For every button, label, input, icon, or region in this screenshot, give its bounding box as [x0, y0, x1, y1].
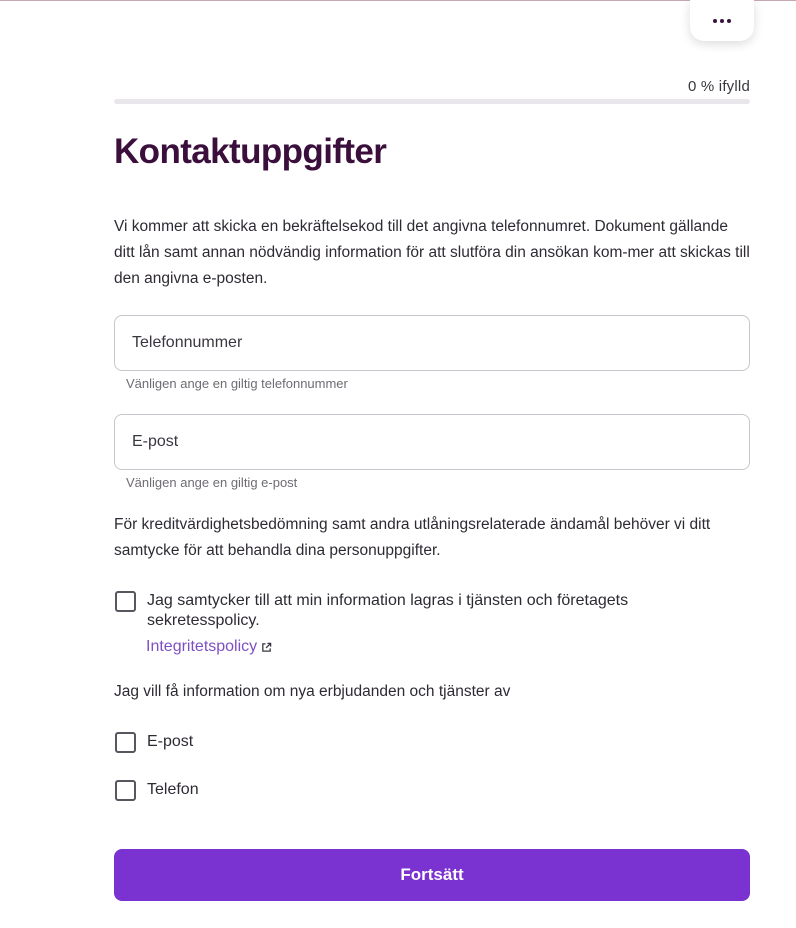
- intro-text: Vi kommer att skicka en bekräftelsekod till det angivna telefonnumret. Dokument gällande ditt lån samt annan nödvändig information för att slutföra din ansökan kom-mer att skickas till den angivna e-posten.: [114, 218, 750, 287]
- offers-email-label: E-post: [147, 733, 194, 750]
- consent-intro-text: För kreditvärdighetsbedömning samt andra utlåningsrelaterade ändamål behöver vi ditt samtycke för att behandla dina personuppgifter.: [114, 516, 711, 559]
- privacy-policy-link-label: Integritetspolicy: [146, 638, 258, 655]
- offers-email-checkbox[interactable]: [115, 732, 136, 753]
- offers-phone-checkbox[interactable]: [115, 780, 136, 801]
- phone-field[interactable]: [114, 315, 750, 371]
- email-helper-text: Vänligen ange en giltig e-post: [126, 475, 298, 490]
- top-border: [0, 0, 796, 1]
- page-title: Kontaktuppgifter: [114, 132, 387, 171]
- consent-checkbox[interactable]: [115, 591, 136, 612]
- privacy-policy-link[interactable]: [146, 638, 272, 656]
- continue-button[interactable]: Fortsätt: [114, 849, 750, 901]
- offers-email-row[interactable]: [115, 732, 193, 753]
- progress-label: 0 % ifylld: [687, 78, 750, 95]
- more-menu-button[interactable]: [690, 0, 754, 41]
- more-horizontal-icon: [727, 19, 731, 23]
- consent-checkbox-label: Jag samtycker till att min information lagras i tjänsten och företagets sekretesspolicy.: [147, 592, 629, 629]
- email-field[interactable]: [114, 414, 750, 470]
- more-horizontal-icon: [720, 19, 724, 23]
- progress-bar: [114, 99, 750, 104]
- offers-intro-text: Jag vill få information om nya erbjudanden och tjänster av: [114, 683, 511, 700]
- phone-helper-text: Vänligen ange en giltig telefonnummer: [126, 376, 348, 391]
- phone-input[interactable]: [115, 316, 749, 370]
- consent-checkbox-row[interactable]: [115, 591, 707, 631]
- external-link-icon: [261, 642, 272, 653]
- offers-phone-row[interactable]: [115, 780, 199, 801]
- offers-phone-label: Telefon: [147, 781, 199, 798]
- more-horizontal-icon: [713, 19, 717, 23]
- email-input[interactable]: [115, 415, 749, 469]
